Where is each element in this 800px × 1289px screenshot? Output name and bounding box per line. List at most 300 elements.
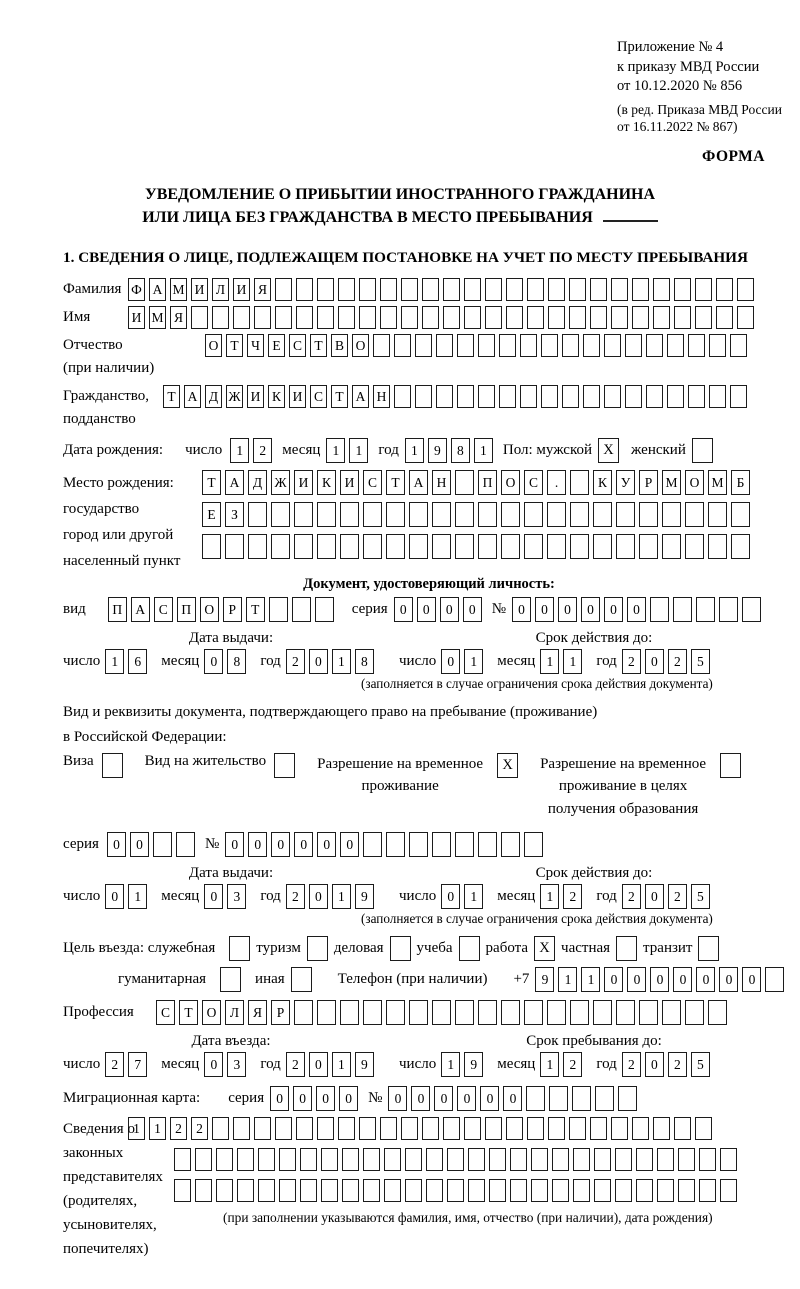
date-cell[interactable]: 9 (355, 1052, 374, 1077)
profession-cell[interactable]: О (202, 1000, 221, 1025)
profession-cell[interactable] (386, 1000, 405, 1025)
firstname-cell[interactable] (569, 306, 586, 329)
birthplace-cell[interactable]: З (225, 502, 244, 527)
permit-number-cell[interactable] (432, 832, 451, 857)
representatives-cell[interactable] (510, 1179, 527, 1202)
representatives-cell[interactable] (342, 1179, 359, 1202)
iddoc-number-cell[interactable]: 0 (535, 597, 554, 622)
profession-cell[interactable] (455, 1000, 474, 1025)
date-cell[interactable]: 2 (563, 1052, 582, 1077)
date-cell[interactable]: 3 (227, 1052, 246, 1077)
date-cell[interactable]: 1 (332, 649, 351, 674)
birthplace-cell[interactable] (202, 534, 221, 559)
citizenship-cell[interactable]: Т (163, 385, 180, 408)
purpose-private-cell[interactable] (616, 936, 637, 961)
representatives-cell[interactable] (636, 1179, 653, 1202)
date-cell[interactable]: 6 (128, 649, 147, 674)
profession-cell[interactable] (547, 1000, 566, 1025)
firstname-cell[interactable] (716, 306, 733, 329)
birthplace-cell[interactable] (501, 502, 520, 527)
representatives-cell[interactable] (342, 1148, 359, 1171)
birthplace-cell[interactable] (501, 534, 520, 559)
representatives-cell[interactable] (573, 1148, 590, 1171)
phone-cell[interactable]: 0 (742, 967, 761, 992)
birthplace-cell[interactable] (409, 502, 428, 527)
iddoc-kind-cell[interactable] (292, 597, 311, 622)
patronymic-cell[interactable]: Т (310, 334, 327, 357)
birthplace-cell[interactable] (225, 534, 244, 559)
visa-cell[interactable] (102, 753, 123, 778)
permit-series-cell[interactable] (176, 832, 195, 857)
birthplace-cell[interactable] (662, 534, 681, 559)
representatives-cell[interactable] (405, 1179, 422, 1202)
representatives-cell[interactable]: 1 (149, 1117, 166, 1140)
date-cell[interactable]: 1 (464, 649, 483, 674)
representatives-cell[interactable] (447, 1148, 464, 1171)
profession-cell[interactable]: Л (225, 1000, 244, 1025)
date-cell[interactable]: 2 (668, 1052, 687, 1077)
birthplace-cell[interactable] (340, 502, 359, 527)
birthplace-cell[interactable] (731, 502, 750, 527)
profession-cell[interactable] (708, 1000, 727, 1025)
migration-series-cell[interactable]: 0 (316, 1086, 335, 1111)
phone-cell[interactable]: 0 (719, 967, 738, 992)
representatives-cell[interactable] (590, 1117, 607, 1140)
iddoc-number-cell[interactable] (650, 597, 669, 622)
migration-number-cell[interactable]: 0 (388, 1086, 407, 1111)
birthplace-cell[interactable] (455, 470, 474, 495)
surname-cell[interactable] (275, 278, 292, 301)
profession-cell[interactable] (478, 1000, 497, 1025)
firstname-cell[interactable]: Я (170, 306, 187, 329)
date-cell[interactable]: 2 (105, 1052, 124, 1077)
patronymic-cell[interactable] (730, 334, 747, 357)
birthplace-cell[interactable] (317, 502, 336, 527)
representatives-cell[interactable] (615, 1148, 632, 1171)
representatives-cell[interactable] (426, 1179, 443, 1202)
profession-cell[interactable] (409, 1000, 428, 1025)
birthplace-cell[interactable] (248, 534, 267, 559)
migration-series-cell[interactable]: 0 (270, 1086, 289, 1111)
iddoc-kind-cell[interactable]: О (200, 597, 219, 622)
birthplace-cell[interactable]: К (317, 470, 336, 495)
birthplace-cell[interactable] (248, 502, 267, 527)
representatives-cell[interactable] (363, 1179, 380, 1202)
iddoc-kind-cell[interactable]: П (108, 597, 127, 622)
profession-cell[interactable] (432, 1000, 451, 1025)
migration-number-cell[interactable] (526, 1086, 545, 1111)
representatives-cell[interactable] (258, 1179, 275, 1202)
date-cell[interactable]: 2 (622, 649, 641, 674)
representatives-cell[interactable] (279, 1179, 296, 1202)
patronymic-cell[interactable] (541, 334, 558, 357)
phone-cell[interactable]: 1 (558, 967, 577, 992)
birthplace-cell[interactable] (432, 502, 451, 527)
permit-number-cell[interactable]: 0 (294, 832, 313, 857)
iddoc-kind-cell[interactable] (269, 597, 288, 622)
citizenship-cell[interactable] (541, 385, 558, 408)
representatives-cell[interactable] (321, 1179, 338, 1202)
surname-cell[interactable] (590, 278, 607, 301)
birthplace-cell[interactable] (294, 534, 313, 559)
iddoc-kind-cell[interactable] (315, 597, 334, 622)
iddoc-kind-cell[interactable]: Т (246, 597, 265, 622)
patronymic-cell[interactable] (520, 334, 537, 357)
birthplace-cell[interactable]: С (524, 470, 543, 495)
phone-cell[interactable]: 0 (696, 967, 715, 992)
firstname-cell[interactable] (233, 306, 250, 329)
patronymic-cell[interactable] (478, 334, 495, 357)
representatives-cell[interactable] (258, 1148, 275, 1171)
date-cell[interactable]: 5 (691, 649, 710, 674)
permit-series-cell[interactable]: 0 (107, 832, 126, 857)
profession-cell[interactable] (317, 1000, 336, 1025)
permit-number-cell[interactable] (409, 832, 428, 857)
profession-cell[interactable] (340, 1000, 359, 1025)
surname-cell[interactable] (317, 278, 334, 301)
citizenship-cell[interactable] (730, 385, 747, 408)
date-cell[interactable]: 1 (128, 884, 147, 909)
firstname-cell[interactable] (485, 306, 502, 329)
iddoc-number-cell[interactable] (696, 597, 715, 622)
phone-cell[interactable]: 0 (627, 967, 646, 992)
migration-number-cell[interactable] (572, 1086, 591, 1111)
firstname-cell[interactable] (401, 306, 418, 329)
firstname-cell[interactable] (632, 306, 649, 329)
date-cell[interactable]: 1 (540, 1052, 559, 1077)
representatives-cell[interactable] (426, 1148, 443, 1171)
birthplace-cell[interactable] (708, 502, 727, 527)
birthplace-cell[interactable] (524, 502, 543, 527)
citizenship-cell[interactable]: Ж (226, 385, 243, 408)
date-cell[interactable]: 0 (441, 649, 460, 674)
patronymic-cell[interactable] (499, 334, 516, 357)
firstname-cell[interactable] (254, 306, 271, 329)
purpose-study-cell[interactable] (459, 936, 480, 961)
phone-cell[interactable]: 1 (581, 967, 600, 992)
representatives-cell[interactable] (531, 1148, 548, 1171)
birthplace-cell[interactable]: У (616, 470, 635, 495)
birthplace-cell[interactable] (271, 502, 290, 527)
representatives-cell[interactable] (216, 1179, 233, 1202)
birthplace-cell[interactable]: Б (731, 470, 750, 495)
representatives-cell[interactable] (720, 1148, 737, 1171)
patronymic-cell[interactable]: О (352, 334, 369, 357)
purpose-other-cell[interactable] (291, 967, 312, 992)
birthplace-cell[interactable]: П (478, 470, 497, 495)
representatives-cell[interactable] (212, 1117, 229, 1140)
surname-cell[interactable] (338, 278, 355, 301)
representatives-cell[interactable]: 2 (170, 1117, 187, 1140)
date-cell[interactable]: 0 (309, 884, 328, 909)
citizenship-cell[interactable] (394, 385, 411, 408)
birthplace-cell[interactable]: К (593, 470, 612, 495)
profession-cell[interactable] (524, 1000, 543, 1025)
surname-cell[interactable] (443, 278, 460, 301)
birthplace-cell[interactable] (363, 534, 382, 559)
iddoc-number-cell[interactable]: 0 (627, 597, 646, 622)
firstname-cell[interactable] (317, 306, 334, 329)
birthplace-cell[interactable] (294, 502, 313, 527)
date-cell[interactable]: 9 (464, 1052, 483, 1077)
migration-number-cell[interactable]: 0 (434, 1086, 453, 1111)
birthplace-cell[interactable] (639, 502, 658, 527)
representatives-cell[interactable] (548, 1117, 565, 1140)
citizenship-cell[interactable] (709, 385, 726, 408)
birthplace-cell[interactable] (685, 534, 704, 559)
migration-number-cell[interactable] (618, 1086, 637, 1111)
patronymic-cell[interactable] (457, 334, 474, 357)
representatives-cell[interactable] (674, 1117, 691, 1140)
representatives-cell[interactable] (615, 1179, 632, 1202)
representatives-cell[interactable] (384, 1179, 401, 1202)
migration-series-cell[interactable]: 0 (339, 1086, 358, 1111)
permit-number-cell[interactable]: 0 (248, 832, 267, 857)
representatives-cell[interactable] (485, 1117, 502, 1140)
firstname-cell[interactable] (653, 306, 670, 329)
date-cell[interactable]: 1 (464, 884, 483, 909)
surname-cell[interactable] (632, 278, 649, 301)
surname-cell[interactable] (674, 278, 691, 301)
date-cell[interactable]: 2 (286, 884, 305, 909)
representatives-cell[interactable] (699, 1179, 716, 1202)
profession-cell[interactable] (639, 1000, 658, 1025)
firstname-cell[interactable] (443, 306, 460, 329)
representatives-cell[interactable] (338, 1117, 355, 1140)
birthplace-cell[interactable] (340, 534, 359, 559)
firstname-cell[interactable] (464, 306, 481, 329)
migration-number-cell[interactable]: 0 (457, 1086, 476, 1111)
representatives-cell[interactable]: 2 (191, 1117, 208, 1140)
birthplace-cell[interactable] (685, 502, 704, 527)
surname-cell[interactable] (548, 278, 565, 301)
date-cell[interactable]: 2 (286, 1052, 305, 1077)
date-cell[interactable]: 2 (286, 649, 305, 674)
citizenship-cell[interactable]: И (289, 385, 306, 408)
iddoc-kind-cell[interactable]: А (131, 597, 150, 622)
representatives-cell[interactable] (506, 1117, 523, 1140)
birthplace-cell[interactable] (616, 502, 635, 527)
birthplace-cell[interactable] (455, 534, 474, 559)
profession-cell[interactable] (294, 1000, 313, 1025)
date-cell[interactable]: 1 (105, 649, 124, 674)
firstname-cell[interactable] (275, 306, 292, 329)
profession-cell[interactable] (501, 1000, 520, 1025)
citizenship-cell[interactable]: Д (205, 385, 222, 408)
permit-number-cell[interactable] (524, 832, 543, 857)
migration-number-cell[interactable] (549, 1086, 568, 1111)
birthplace-cell[interactable]: О (685, 470, 704, 495)
representatives-cell[interactable] (510, 1148, 527, 1171)
birth-year-cell[interactable]: 9 (428, 438, 447, 463)
date-cell[interactable]: 1 (540, 884, 559, 909)
birthplace-cell[interactable]: О (501, 470, 520, 495)
surname-cell[interactable]: А (149, 278, 166, 301)
purpose-work-cell[interactable]: X (534, 936, 555, 961)
surname-cell[interactable] (401, 278, 418, 301)
profession-cell[interactable] (616, 1000, 635, 1025)
birthplace-cell[interactable] (409, 534, 428, 559)
date-cell[interactable]: 3 (227, 884, 246, 909)
birth-year-cell[interactable]: 1 (474, 438, 493, 463)
representatives-cell[interactable] (569, 1117, 586, 1140)
date-cell[interactable]: 7 (128, 1052, 147, 1077)
representatives-cell[interactable] (254, 1117, 271, 1140)
date-cell[interactable]: 5 (691, 1052, 710, 1077)
citizenship-cell[interactable]: А (184, 385, 201, 408)
citizenship-cell[interactable] (625, 385, 642, 408)
iddoc-series-cell[interactable]: 0 (440, 597, 459, 622)
representatives-cell[interactable] (237, 1179, 254, 1202)
birthplace-cell[interactable] (570, 470, 589, 495)
date-cell[interactable]: 2 (668, 649, 687, 674)
permit-number-cell[interactable] (386, 832, 405, 857)
birthplace-cell[interactable] (570, 502, 589, 527)
birthplace-cell[interactable] (386, 534, 405, 559)
representatives-cell[interactable] (447, 1179, 464, 1202)
migration-number-cell[interactable]: 0 (503, 1086, 522, 1111)
birth-year-cell[interactable]: 1 (405, 438, 424, 463)
citizenship-cell[interactable] (646, 385, 663, 408)
surname-cell[interactable] (506, 278, 523, 301)
representatives-cell[interactable] (594, 1148, 611, 1171)
birthplace-cell[interactable]: Е (202, 502, 221, 527)
sex-female-cell[interactable] (692, 438, 713, 463)
citizenship-cell[interactable]: А (352, 385, 369, 408)
representatives-cell[interactable] (678, 1148, 695, 1171)
representatives-cell[interactable] (695, 1117, 712, 1140)
date-cell[interactable]: 0 (309, 1052, 328, 1077)
birthplace-cell[interactable] (478, 502, 497, 527)
birthplace-cell[interactable]: С (363, 470, 382, 495)
representatives-cell[interactable] (300, 1179, 317, 1202)
representatives-cell[interactable] (678, 1179, 695, 1202)
iddoc-number-cell[interactable] (673, 597, 692, 622)
patronymic-cell[interactable] (604, 334, 621, 357)
profession-cell[interactable] (363, 1000, 382, 1025)
birthplace-cell[interactable] (386, 502, 405, 527)
birth-month-cell[interactable]: 1 (326, 438, 345, 463)
representatives-cell[interactable] (317, 1117, 334, 1140)
patronymic-cell[interactable]: Е (268, 334, 285, 357)
phone-cell[interactable] (765, 967, 784, 992)
representatives-cell[interactable] (174, 1148, 191, 1171)
representatives-cell[interactable] (552, 1148, 569, 1171)
firstname-cell[interactable] (527, 306, 544, 329)
patronymic-cell[interactable]: Т (226, 334, 243, 357)
citizenship-cell[interactable]: К (268, 385, 285, 408)
representatives-cell[interactable] (489, 1148, 506, 1171)
patronymic-cell[interactable] (583, 334, 600, 357)
birthplace-cell[interactable] (478, 534, 497, 559)
date-cell[interactable]: 1 (332, 884, 351, 909)
surname-cell[interactable] (695, 278, 712, 301)
patronymic-cell[interactable] (562, 334, 579, 357)
representatives-cell[interactable] (422, 1117, 439, 1140)
citizenship-cell[interactable] (499, 385, 516, 408)
date-cell[interactable]: 2 (668, 884, 687, 909)
profession-cell[interactable]: Т (179, 1000, 198, 1025)
birthplace-cell[interactable] (524, 534, 543, 559)
representatives-cell[interactable] (300, 1148, 317, 1171)
patronymic-cell[interactable]: В (331, 334, 348, 357)
surname-cell[interactable]: И (233, 278, 250, 301)
representatives-cell[interactable] (464, 1117, 481, 1140)
permit-number-cell[interactable]: 0 (317, 832, 336, 857)
patronymic-cell[interactable] (394, 334, 411, 357)
firstname-cell[interactable] (611, 306, 628, 329)
migration-number-cell[interactable]: 0 (480, 1086, 499, 1111)
birthplace-cell[interactable]: Т (202, 470, 221, 495)
birthplace-cell[interactable]: Р (639, 470, 658, 495)
date-cell[interactable]: 8 (227, 649, 246, 674)
surname-cell[interactable]: Я (254, 278, 271, 301)
representatives-cell[interactable] (657, 1148, 674, 1171)
representatives-cell[interactable] (363, 1148, 380, 1171)
migration-number-cell[interactable] (595, 1086, 614, 1111)
date-cell[interactable]: 0 (105, 884, 124, 909)
birthplace-cell[interactable]: . (547, 470, 566, 495)
birthplace-cell[interactable]: Д (248, 470, 267, 495)
patronymic-cell[interactable] (625, 334, 642, 357)
citizenship-cell[interactable] (604, 385, 621, 408)
patronymic-cell[interactable]: С (289, 334, 306, 357)
iddoc-series-cell[interactable]: 0 (394, 597, 413, 622)
iddoc-kind-cell[interactable]: Р (223, 597, 242, 622)
phone-cell[interactable]: 0 (604, 967, 623, 992)
representatives-cell[interactable] (321, 1148, 338, 1171)
representatives-cell[interactable] (720, 1179, 737, 1202)
representatives-cell[interactable] (405, 1148, 422, 1171)
firstname-cell[interactable] (506, 306, 523, 329)
iddoc-number-cell[interactable]: 0 (604, 597, 623, 622)
birthplace-cell[interactable] (317, 534, 336, 559)
date-cell[interactable]: 0 (204, 1052, 223, 1077)
surname-cell[interactable]: Л (212, 278, 229, 301)
representatives-cell[interactable] (384, 1148, 401, 1171)
birthplace-cell[interactable]: И (294, 470, 313, 495)
birth-month-cell[interactable]: 1 (349, 438, 368, 463)
permit-number-cell[interactable] (363, 832, 382, 857)
birthplace-cell[interactable] (708, 534, 727, 559)
permit-number-cell[interactable]: 0 (271, 832, 290, 857)
surname-cell[interactable] (464, 278, 481, 301)
firstname-cell[interactable] (674, 306, 691, 329)
representatives-cell[interactable] (359, 1117, 376, 1140)
permit-series-cell[interactable] (153, 832, 172, 857)
sex-male-cell[interactable]: X (598, 438, 619, 463)
surname-cell[interactable] (296, 278, 313, 301)
surname-cell[interactable] (611, 278, 628, 301)
birthplace-cell[interactable] (271, 534, 290, 559)
date-cell[interactable]: 5 (691, 884, 710, 909)
citizenship-cell[interactable] (562, 385, 579, 408)
permit-number-cell[interactable] (478, 832, 497, 857)
firstname-cell[interactable] (737, 306, 754, 329)
patronymic-cell[interactable] (667, 334, 684, 357)
iddoc-series-cell[interactable]: 0 (463, 597, 482, 622)
phone-cell[interactable]: 0 (650, 967, 669, 992)
representatives-cell[interactable] (594, 1179, 611, 1202)
firstname-cell[interactable] (338, 306, 355, 329)
representatives-cell[interactable] (611, 1117, 628, 1140)
citizenship-cell[interactable] (478, 385, 495, 408)
purpose-humanitarian-cell[interactable] (220, 967, 241, 992)
firstname-cell[interactable] (422, 306, 439, 329)
profession-cell[interactable]: Р (271, 1000, 290, 1025)
iddoc-kind-cell[interactable]: П (177, 597, 196, 622)
representatives-cell[interactable] (531, 1179, 548, 1202)
